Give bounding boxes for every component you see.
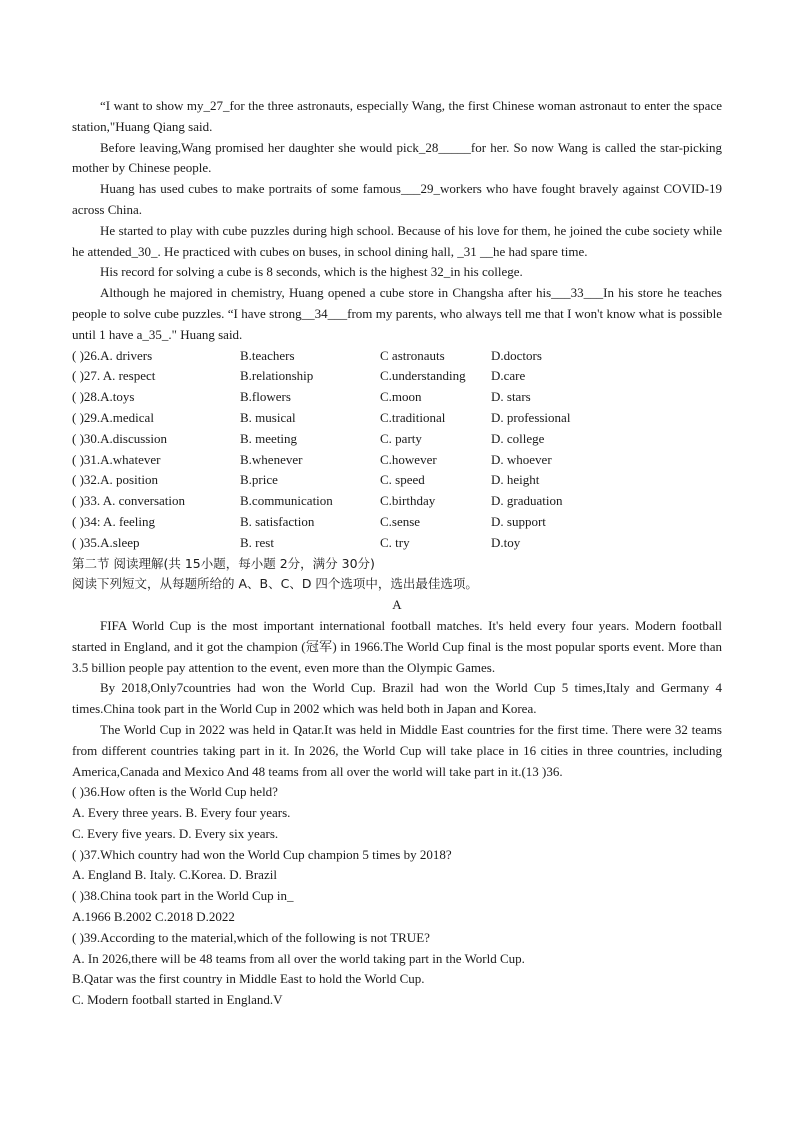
option-row	[72, 450, 722, 471]
questions	[72, 782, 722, 1011]
option-c: C. party	[380, 430, 422, 446]
answer-line: A. In 2026,there will be 48 teams from all over the world taking part in the World Cup.	[72, 950, 525, 966]
paragraph: Huang has used cubes to make portraits of some famous___29_workers who have fought bravely against COVID-19 across China.	[72, 181, 722, 217]
option-b: B. meeting	[240, 430, 298, 446]
option-row	[72, 366, 722, 387]
option-a: ( )31.A.whatever	[72, 451, 161, 467]
option-b: B.price	[240, 472, 278, 488]
option-d: D. stars	[491, 389, 531, 405]
option-c: C.birthday	[380, 493, 436, 509]
option-d: D. height	[491, 472, 540, 488]
option-c: C. try	[380, 534, 410, 550]
option-row	[72, 387, 722, 408]
option-a: ( )35.A.sleep	[72, 534, 140, 550]
option-b: B. musical	[240, 409, 296, 425]
option-row	[72, 346, 722, 367]
option-d: D. whoever	[491, 451, 552, 467]
paragraph: By 2018,Only7countries had won the World Cup. Brazil had won the World Cup 5 times,Italy and Germany 4 times.China took part in the World Cup in 2002 which was held both in Japan and Korea.	[72, 680, 722, 717]
passage-label: A	[392, 597, 402, 613]
answer-line: C. Every five years. D. Every six years.	[72, 825, 279, 841]
option-b: B.whenever	[240, 451, 303, 467]
question-line: ( )38.China took part in the World Cup in_	[72, 888, 294, 904]
cloze-options	[72, 346, 722, 554]
option-b: B.teachers	[240, 347, 295, 363]
option-b: B.relationship	[240, 368, 314, 384]
answer-line: B.Qatar was the first country in Middle East to hold the World Cup.	[72, 971, 425, 987]
option-d: D.doctors	[491, 347, 542, 363]
question-line: ( )37.Which country had won the World Cup champion 5 times by 2018?	[72, 846, 452, 862]
option-a: ( )28.A.toys	[72, 389, 135, 405]
option-c: C.moon	[380, 389, 422, 405]
option-a: ( )30.A.discussion	[72, 430, 167, 446]
option-row	[72, 429, 722, 450]
paragraph: Before leaving,Wang promised her daughter she would pick_28_____for her. So now Wang is called the star-picking mother by Chinese people.	[72, 139, 722, 176]
option-a: ( )29.A.medical	[72, 409, 154, 425]
paragraph: His record for solving a cube is 8 seconds, which is the highest 32_in his college.	[100, 264, 523, 280]
option-c: C.understanding	[380, 368, 466, 384]
paragraph: “I want to show my_27_for the three astronauts, especially Wang, the first Chinese woman astronaut to enter the space station,"Huang Qiang said.	[72, 98, 722, 134]
section-instruction: 阅读下列短文，从每题所给的 A、B、C、D 四个选项中，选出最佳选项。	[72, 576, 478, 592]
option-a: ( )32.A. position	[72, 472, 158, 488]
section-title: 第二节 阅读理解(共 15小题，每小题 2分，满分 30分)	[72, 555, 375, 571]
option-a: ( )26.A. drivers	[72, 347, 153, 363]
option-d: D.care	[491, 368, 526, 384]
option-c: C.however	[380, 451, 437, 467]
option-d: D. professional	[491, 409, 571, 425]
answer-line: A. England B. Italy. C.Korea. D. Brazil	[72, 867, 277, 883]
option-b: B. satisfaction	[240, 513, 315, 529]
option-a: ( )34: A. feeling	[72, 513, 156, 529]
answer-line: A.1966 B.2002 C.2018 D.2022	[72, 909, 235, 925]
option-d: D.toy	[491, 534, 521, 550]
question-line: ( )39.According to the material,which of the following is not TRUE?	[72, 929, 430, 945]
option-c: C astronauts	[380, 347, 445, 363]
option-c: C. speed	[380, 472, 425, 488]
option-row	[72, 408, 722, 429]
option-d: D. support	[491, 513, 546, 529]
option-row	[72, 533, 722, 554]
paragraph: He started to play with cube puzzles during high school. Because of his love for them, he joined the cube society while he attended_30_. He practiced with cubes on buses, in school dining hall, _31 __he had spare time.	[72, 222, 722, 259]
option-a: ( )33. A. conversation	[72, 493, 186, 509]
paragraph: FIFA World Cup is the most important international football matches. It's held every four years. Modern football started in England, and it got the champion (冠军) in 1966.The World Cup final is the most popular sports event. More than 3.5 billion people pay attention to the event, even more than the Olympic Games.	[72, 617, 722, 675]
option-row	[72, 491, 722, 512]
cloze-passage	[72, 96, 722, 346]
option-row	[72, 512, 722, 533]
paragraph: The World Cup in 2022 was held in Qatar.It was held in Middle East countries for the first time. There were 32 teams from different countries taking part in it. In 2026, the World Cup will take place in 16 cities in three countries, including America,Canada and Mexico And 48 teams from all over the world will take part in it.(13 )36.	[72, 721, 722, 779]
answer-line: C. Modern football started in England.V	[72, 992, 283, 1008]
option-b: B.flowers	[240, 389, 291, 405]
reading-passage	[72, 616, 722, 782]
option-c: C.sense	[380, 513, 421, 529]
option-c: C.traditional	[380, 409, 446, 425]
document-page	[72, 96, 722, 1011]
option-row	[72, 470, 722, 491]
answer-line: A. Every three years. B. Every four years.	[72, 805, 291, 821]
option-d: D. college	[491, 430, 545, 446]
option-d: D. graduation	[491, 493, 563, 509]
option-b: B.communication	[240, 493, 333, 509]
question-line: ( )36.How often is the World Cup held?	[72, 784, 278, 800]
option-a: ( )27. A. respect	[72, 368, 156, 384]
option-b: B. rest	[240, 534, 274, 550]
paragraph: Although he majored in chemistry, Huang opened a cube store in Changsha after his___33___In his store he teaches people to solve cube puzzles. “I have strong__34___from my parents, who always tell me that I won't know what is possible until 1 have a_35_." Huang said.	[72, 285, 722, 342]
